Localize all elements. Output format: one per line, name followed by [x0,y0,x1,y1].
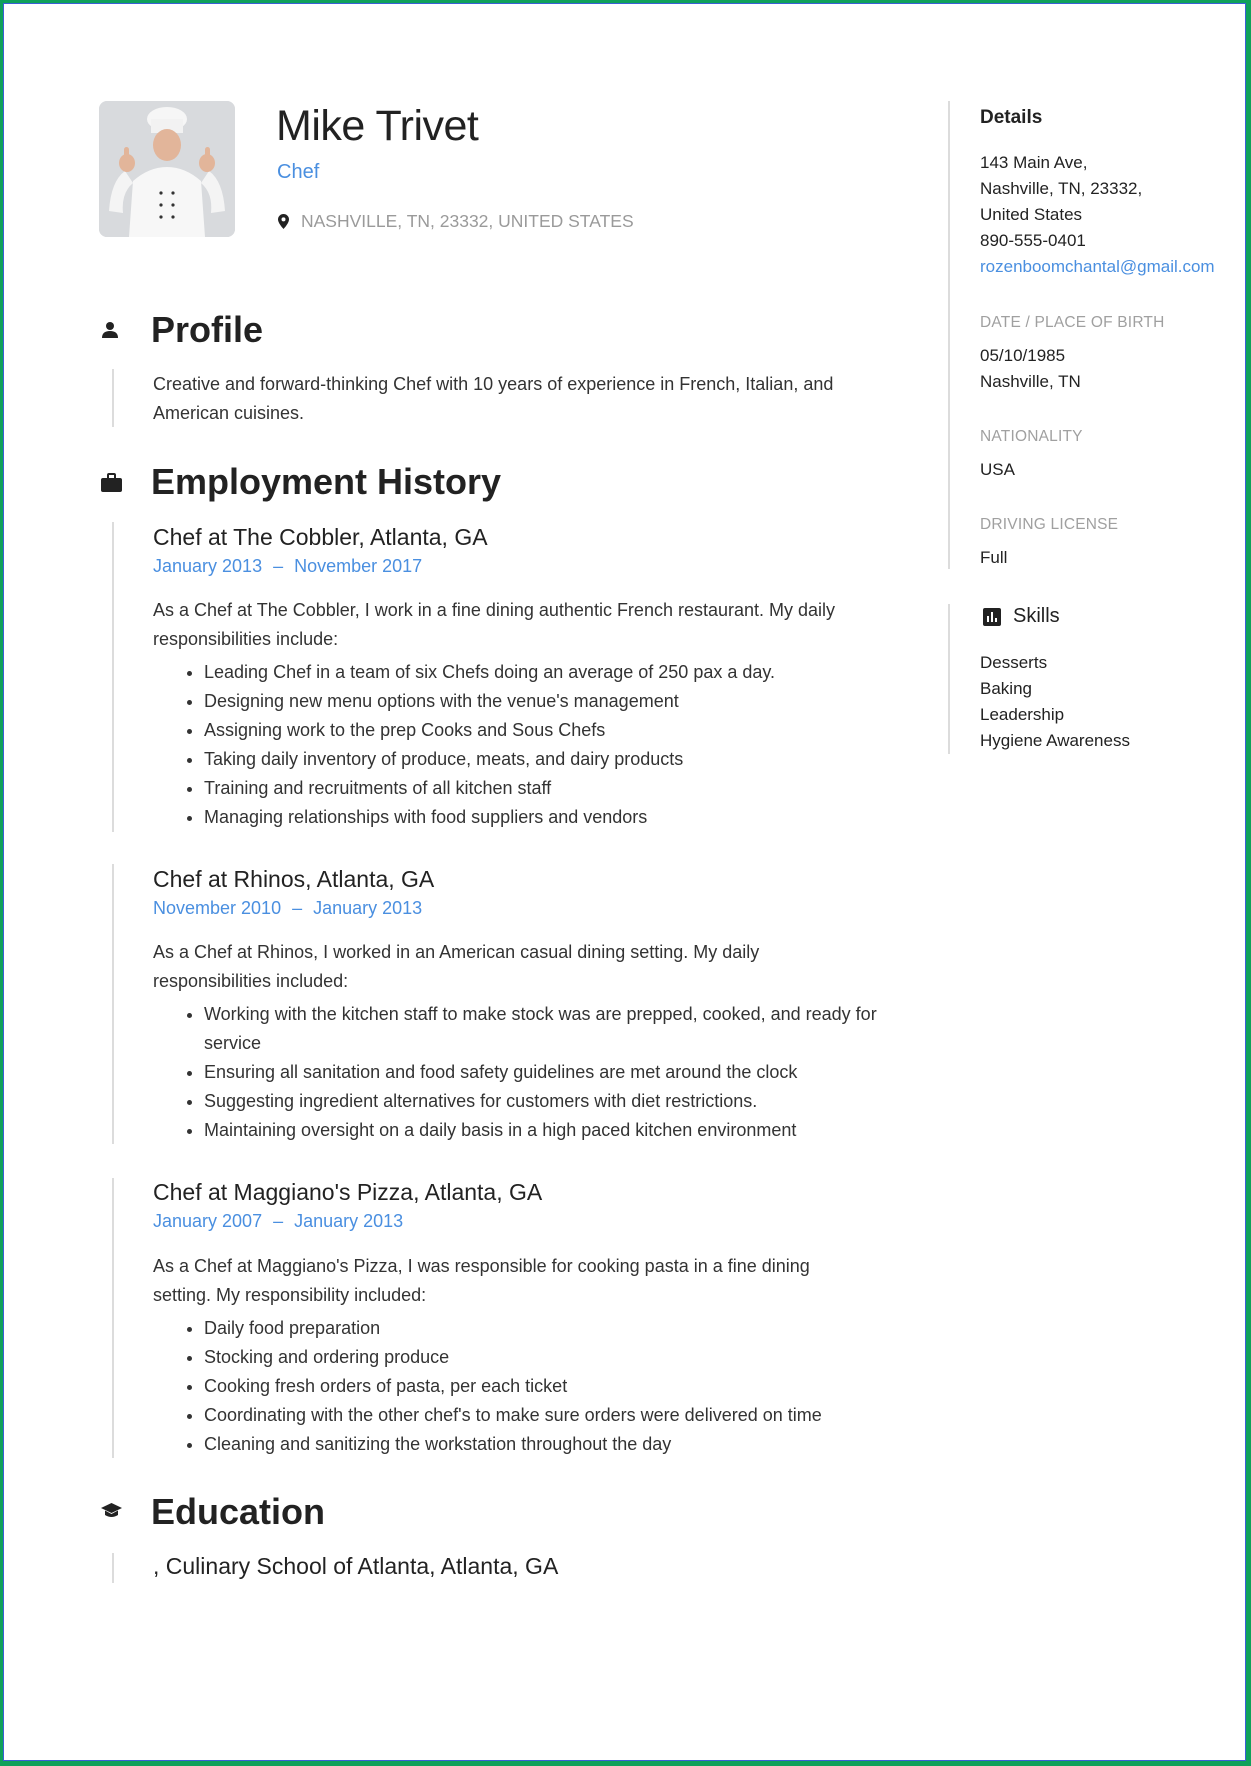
list-item: • Training and recruitments of all kitchen staff [204,774,924,803]
job-end-date: November 2017 [294,556,423,576]
list-item: • Maintaining oversight on a daily basis in a high paced kitchen environment [204,1116,924,1145]
list-item: • Cleaning and sanitizing the workstation throughout the day [204,1430,924,1459]
job-responsibilities [153,1314,924,1459]
date-separator: – [273,556,284,576]
education-entry: , Culinary School of Atlanta, Atlanta, GA [153,1553,559,1579]
list-item: • Leading Chef in a team of six Chefs doing an average of 250 pax a day. [204,658,924,687]
job-start-date: January 2007 [153,1211,263,1231]
skill-item: Desserts [980,653,1048,672]
job-start-date: November 2010 [153,898,282,918]
job-title: Chef at The Cobbler, Atlanta, GA [153,524,488,550]
list-item: • Taking daily inventory of produce, meats, and dairy products [204,745,924,774]
list-item: • Stocking and ordering produce [204,1343,924,1372]
job-description-line: responsibilities include: [153,629,339,649]
job-responsibilities [153,1000,924,1145]
bar-chart-icon [983,608,1001,626]
license-label: DRIVING LICENSE [980,516,1119,533]
person-icon [101,321,119,339]
birth-label: DATE / PLACE OF BIRTH [980,314,1165,331]
profile-text-line: Creative and forward-thinking Chef with 10 years of experience in French, Italian, and [153,374,834,394]
list-item: • Coordinating with the other chef's to make sure orders were delivered on time [204,1401,924,1430]
job-title: Chef at Rhinos, Atlanta, GA [153,866,435,892]
list-item: • Daily food preparation [204,1314,924,1343]
license-value: Full [980,548,1008,567]
employment-heading: Employment History [151,461,502,502]
job-description-line: As a Chef at Rhinos, I worked in an American casual dining setting. My daily [153,942,760,962]
profile-text-line: American cuisines. [153,403,305,423]
phone-number: 890-555-0401 [980,231,1086,250]
skill-item: Hygiene Awareness [980,731,1130,750]
skills-heading-text: Skills [1013,605,1060,627]
chef-portrait-image [99,101,235,237]
nationality-label: NATIONALITY [980,428,1083,445]
location-text: NASHVILLE, TN, 23332, UNITED STATES [301,211,634,231]
sidebar-divider [948,101,950,569]
education-heading: Education [151,1491,326,1532]
profile-text [153,370,898,428]
job-dates [153,1211,403,1232]
list-item: • Managing relationships with food suppliers and vendors [204,803,924,832]
email-link[interactable]: rozenboomchantal@gmail.com [980,257,1215,276]
candidate-role: Chef [277,161,320,183]
profile-heading: Profile [151,309,264,350]
profile-divider [112,369,114,427]
job-description [153,596,898,654]
job-description [153,938,898,996]
job-divider [112,522,114,832]
briefcase-icon [101,473,122,492]
job-divider [112,864,114,1144]
birth-place: Nashville, TN [980,372,1081,391]
date-separator: – [273,1211,284,1231]
skill-item: Baking [980,679,1032,698]
list-item: • Assigning work to the prep Cooks and Sous Chefs [204,716,924,745]
education-divider [112,1553,114,1583]
details-heading: Details [980,107,1043,128]
nationality-value: USA [980,460,1015,479]
job-dates [153,556,422,577]
candidate-location [278,211,634,232]
sidebar-divider [948,604,950,754]
skill-item: Leadership [980,705,1065,724]
job-end-date: January 2013 [313,898,423,918]
date-separator: – [292,898,303,918]
job-end-date: January 2013 [294,1211,404,1231]
resume-page [3,3,1246,1761]
job-title: Chef at Maggiano's Pizza, Atlanta, GA [153,1179,543,1205]
job-description-line: setting. My responsibility included: [153,1285,427,1305]
candidate-name: Mike Trivet [276,102,479,150]
address-line: United States [980,205,1083,224]
map-pin-icon [278,214,289,229]
address-line: Nashville, TN, 23332, [980,179,1143,198]
address-line: 143 Main Ave, [980,153,1088,172]
job-start-date: January 2013 [153,556,263,576]
list-item: • Suggesting ingredient alternatives for customers with diet restrictions. [204,1087,924,1116]
list-item: • Ensuring all sanitation and food safety guidelines are met around the clock [204,1058,924,1087]
profile-photo [99,101,235,237]
job-divider [112,1178,114,1458]
job-dates [153,898,422,919]
graduation-cap-icon [101,1503,122,1520]
job-description [153,1252,898,1310]
list-item: • Designing new menu options with the venue's management [204,687,924,716]
job-description-line: As a Chef at The Cobbler, I work in a fine dining authentic French restaurant. My daily [153,600,836,620]
job-description-line: responsibilities included: [153,971,349,991]
birth-date: 05/10/1985 [980,346,1066,365]
skills-heading [983,605,1060,628]
job-description-line: As a Chef at Maggiano's Pizza, I was responsible for cooking pasta in a fine dining [153,1256,810,1276]
list-item: • Cooking fresh orders of pasta, per each ticket [204,1372,924,1401]
job-responsibilities [153,658,924,832]
list-item: • Working with the kitchen staff to make stock was are prepped, cooked, and ready for service [204,1000,924,1058]
